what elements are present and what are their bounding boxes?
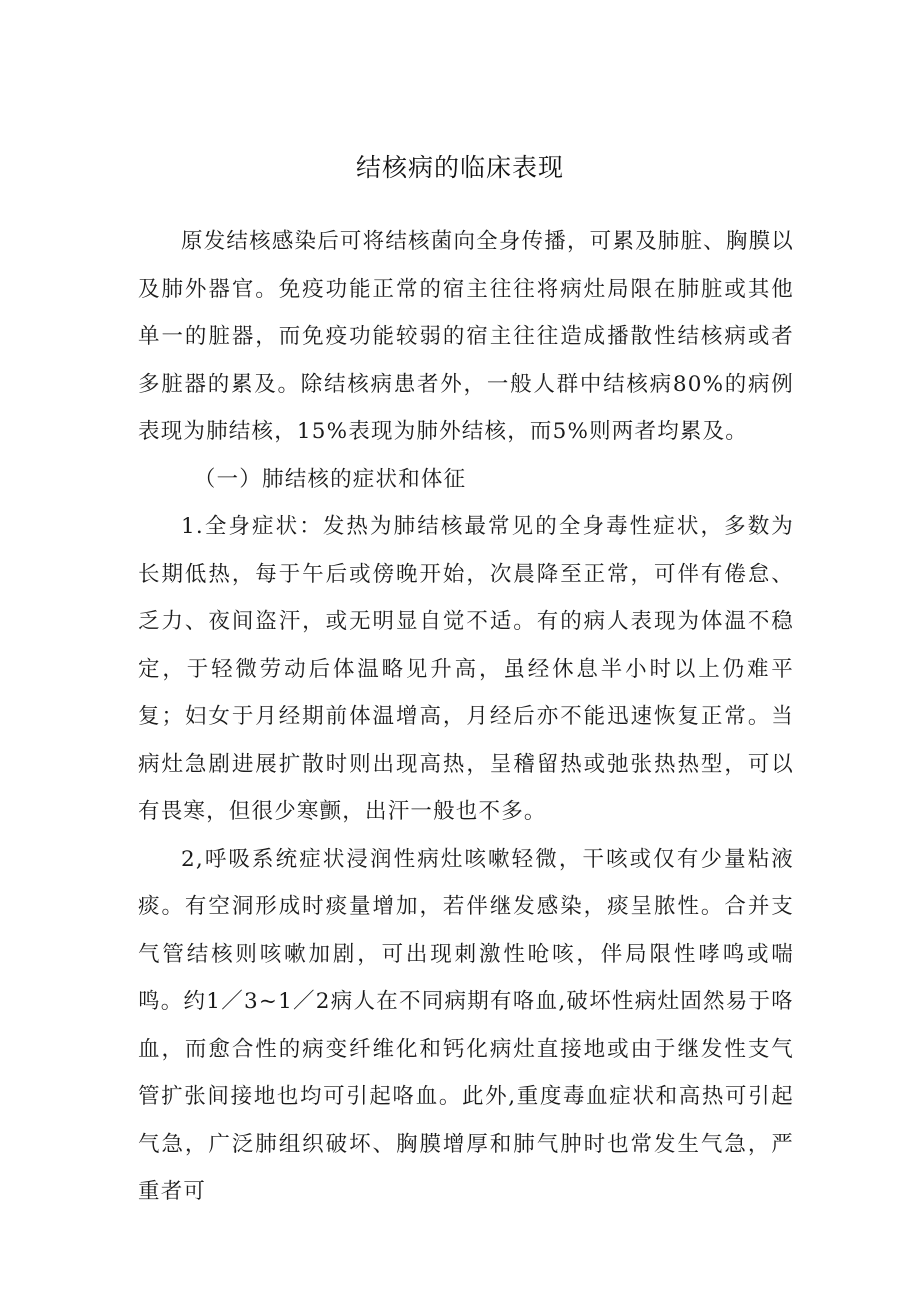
paragraph-respiratory-symptoms: 2,呼吸系统症状浸润性病灶咳嗽轻微，干咳或仅有少量粘液痰。有空洞形成时痰量增加，若伴继发感染，痰呈脓性。合并支气管结核则咳嗽加剧，可出现刺激性呛咳，伴局限性哮鸣或喘鸣。约1／3~1／2病人在不同病期有咯血,破坏性病灶固然易于咯血，而愈合性的病变纤维化和钙化病灶直接地或由于继发性支气管扩张间接地也均可引起咯血。此外,重度毒血症状和高热可引起气急，广泛肺组织破坏、胸膜增厚和肺气肿时也常发生气急，严重者可 <box>138 846 794 1204</box>
paragraph-systemic-symptoms: 1.全身症状：发热为肺结核最常见的全身毒性症状，多数为长期低热，每于午后或傍晚开始，次晨降至正常，可伴有倦怠、乏力、夜间盗汗，或无明显自觉不适。有的病人表现为体温不稳定，于轻微劳动后体温略见升高，虽经休息半小时以上仍难平复；妇女于月经期前体温增高，月经后亦不能迅速恢复正常。当病灶急剧进展扩散时则出现高热，呈稽留热或弛张热热型，可以有畏寒，但很少寒颤，出汗一般也不多。 <box>138 514 794 824</box>
section-heading: （一）肺结核的症状和体征 <box>193 466 467 492</box>
paragraph-intro: 原发结核感染后可将结核菌向全身传播，可累及肺脏、胸膜以及肺外器官。免疫功能正常的宿主往往将病灶局限在肺脏或其他单一的脏器，而免疫功能较弱的宿主往往造成播散性结核病或者多脏器的累及。除结核病患者外，一般人群中结核病80%的病例表现为肺结核，15%表现为肺外结核，而5%则两者均累及。 <box>138 229 794 444</box>
document-body <box>138 218 794 1216</box>
document-title: 结核病的临床表现 <box>355 153 564 182</box>
